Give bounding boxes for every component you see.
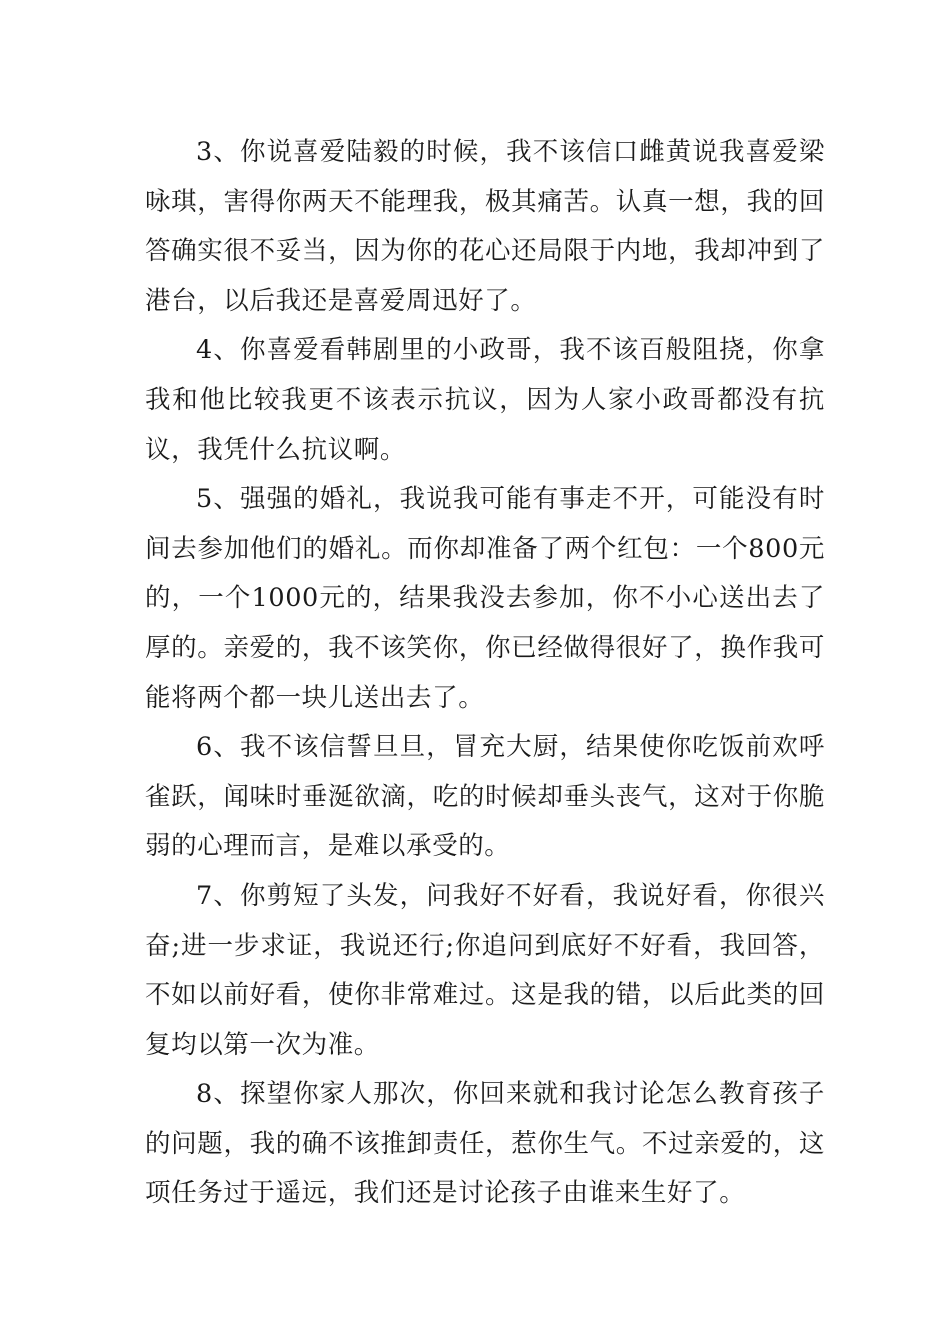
- paragraph-3: 3、你说喜爱陆毅的时候，我不该信口雌黄说我喜爱梁咏琪，害得你两天不能理我，极其痛苦。认真一想，我的回答确实很不妥当，因为你的花心还局限于内地，我却冲到了港台，以后我还是喜爱周迅好了。: [145, 137, 825, 316]
- paragraph-4: 4、你喜爱看韩剧里的小政哥，我不该百般阻挠，你拿我和他比较我更不该表示抗议，因为人家小政哥都没有抗议，我凭什么抗议啊。: [145, 335, 825, 465]
- paragraph-7: 7、你剪短了头发，问我好不好看，我说好看，你很兴奋;进一步求证，我说还行;你追问到底好不好看，我回答，不如以前好看，使你非常难过。这是我的错，以后此类的回复均以第一次为准。: [145, 880, 825, 1060]
- paragraph-5: 5、强强的婚礼，我说我可能有事走不开，可能没有时间去参加他们的婚礼。而你却准备了两个红包：一个800元的，一个1000元的，结果我没去参加，你不小心送出去了厚的。亲爱的，我不该笑你，你已经做得很好了，换作我可能将两个都一块儿送出去了。: [145, 484, 825, 713]
- paragraph-6: 6、我不该信誓旦旦，冒充大厨，结果使你吃饭前欢呼雀跃，闻味时垂涎欲滴，吃的时候却垂头丧气，这对于你脆弱的心理而言，是难以承受的。: [145, 732, 825, 862]
- document-body: [145, 128, 825, 1219]
- paragraph-8: 8、探望你家人那次，你回来就和我讨论怎么教育孩子的问题，我的确不该推卸责任，惹你生气。不过亲爱的，这项任务过于遥远，我们还是讨论孩子由谁来生好了。: [145, 1079, 825, 1209]
